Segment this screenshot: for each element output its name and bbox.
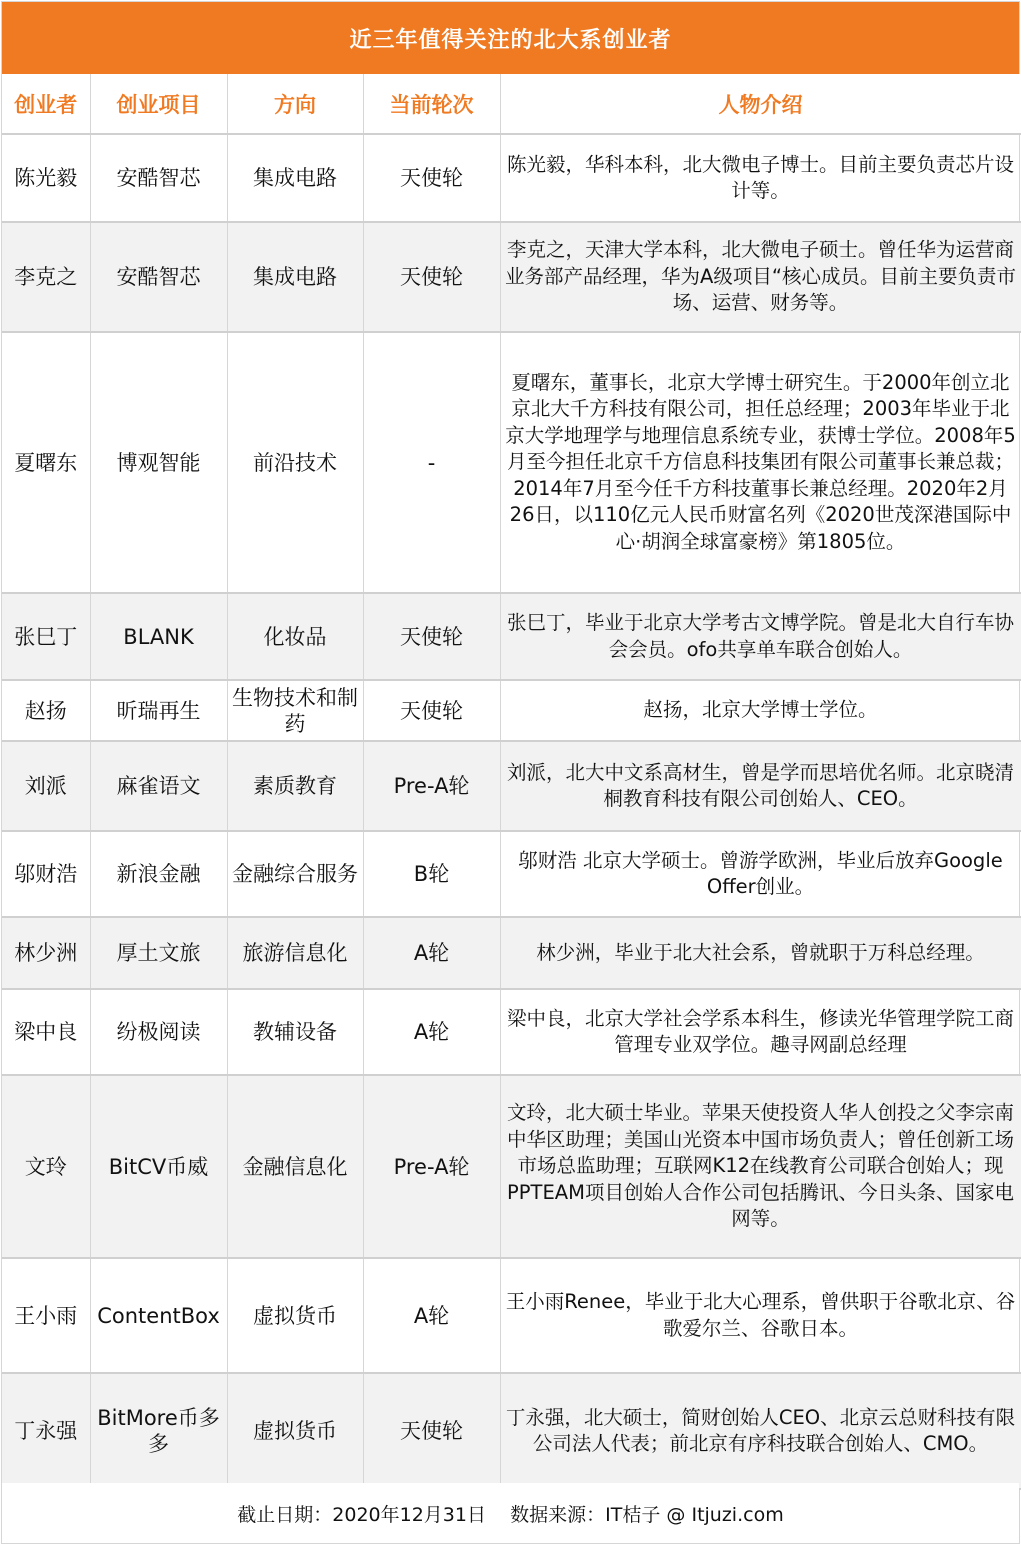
header-project: 创业项目: [90, 74, 227, 134]
cell-project: 麻雀语文: [90, 741, 227, 831]
table-row: [2, 593, 1021, 680]
table-row: [2, 1258, 1021, 1373]
cell-field: 虚拟货币: [227, 1373, 363, 1489]
cell-round: Pre-A轮: [363, 1075, 500, 1258]
cell-founder: 李克之: [2, 222, 90, 332]
header-founder: 创业者: [2, 74, 90, 134]
footer-note: [2, 1483, 1019, 1543]
cell-field: 前沿技术: [227, 332, 363, 593]
footer-date: 截止日期：2020年12月31日: [237, 1503, 486, 1526]
cell-intro: 邬财浩 北京大学硕士。曾游学欧洲，毕业后放弃Google Offer创业。: [500, 831, 1021, 917]
cell-intro: 刘派，北大中文系高材生，曾是学而思培优名师。北京晓清桐教育科技有限公司创始人、CEO。: [500, 741, 1021, 831]
table-row: [2, 680, 1021, 741]
header-row: [2, 74, 1021, 134]
cell-project: 安酷智芯: [90, 222, 227, 332]
cell-project: 昕瑞再生: [90, 680, 227, 741]
cell-founder: 丁永强: [2, 1373, 90, 1489]
cell-field: 虚拟货币: [227, 1258, 363, 1373]
founders-table: [2, 74, 1021, 1490]
table-row: [2, 917, 1021, 989]
cell-field: 集成电路: [227, 134, 363, 222]
cell-founder: 文玲: [2, 1075, 90, 1258]
cell-intro: 陈光毅，华科本科，北大微电子博士。目前主要负责芯片设计等。: [500, 134, 1021, 222]
cell-intro: 张巳丁，毕业于北京大学考古文博学院。曾是北大自行车协会会员。ofo共享单车联合创始人。: [500, 593, 1021, 680]
cell-round: 天使轮: [363, 680, 500, 741]
cell-founder: 林少洲: [2, 917, 90, 989]
cell-round: 天使轮: [363, 134, 500, 222]
table-title: 近三年值得关注的北大系创业者: [2, 2, 1019, 74]
cell-round: -: [363, 332, 500, 593]
cell-round: 天使轮: [363, 593, 500, 680]
table-body: [2, 134, 1021, 1489]
cell-project: ContentBox: [90, 1258, 227, 1373]
footer-source: 数据来源：IT桔子 @ Itjuzi.com: [510, 1503, 784, 1526]
cell-project: BitMore币多多: [90, 1373, 227, 1489]
cell-round: 天使轮: [363, 222, 500, 332]
cell-project: 纷极阅读: [90, 989, 227, 1075]
table-row: [2, 134, 1021, 222]
cell-project: BitCV币威: [90, 1075, 227, 1258]
cell-field: 集成电路: [227, 222, 363, 332]
cell-project: 安酷智芯: [90, 134, 227, 222]
cell-field: 教辅设备: [227, 989, 363, 1075]
cell-round: 天使轮: [363, 1373, 500, 1489]
cell-field: 金融信息化: [227, 1075, 363, 1258]
cell-field: 素质教育: [227, 741, 363, 831]
cell-founder: 刘派: [2, 741, 90, 831]
cell-project: 博观智能: [90, 332, 227, 593]
cell-field: 生物技术和制药: [227, 680, 363, 741]
table-row: [2, 1373, 1021, 1489]
cell-intro: 林少洲，毕业于北大社会系，曾就职于万科总经理。: [500, 917, 1021, 989]
cell-field: 金融综合服务: [227, 831, 363, 917]
cell-project: 新浪金融: [90, 831, 227, 917]
cell-round: A轮: [363, 1258, 500, 1373]
cell-intro: 丁永强，北大硕士，简财创始人CEO、北京云总财科技有限公司法人代表；前北京有序科技联合创始人、CMO。: [500, 1373, 1021, 1489]
cell-intro: 王小雨Renee，毕业于北大心理系，曾供职于谷歌北京、谷歌爱尔兰、谷歌日本。: [500, 1258, 1021, 1373]
table-row: [2, 831, 1021, 917]
cell-founder: 王小雨: [2, 1258, 90, 1373]
cell-intro: 文玲，北大硕士毕业。苹果天使投资人华人创投之父李宗南中华区助理；美国山光资本中国市场负责人；曾任创新工场市场总监助理；互联网K12在线教育公司联合创始人；现PPTEAM项目创始人合作公司包括腾讯、今日头条、国家电网等。: [500, 1075, 1021, 1258]
cell-round: A轮: [363, 989, 500, 1075]
cell-intro: 夏曙东，董事长，北京大学博士研究生。于2000年创立北京北大千方科技有限公司，担任总经理；2003年毕业于北京大学地理学与地理信息系统专业，获博士学位。2008年5月至今担任北京千方信息科技集团有限公司董事长兼总裁；2014年7月至今任千方科技董事长兼总经理。2020年2月26日，以110亿元人民币财富名列《2020世茂深港国际中心·胡润全球富豪榜》第1805位。: [500, 332, 1021, 593]
cell-founder: 邬财浩: [2, 831, 90, 917]
cell-round: Pre-A轮: [363, 741, 500, 831]
cell-founder: 夏曙东: [2, 332, 90, 593]
cell-project: BLANK: [90, 593, 227, 680]
cell-founder: 梁中良: [2, 989, 90, 1075]
header-field: 方向: [227, 74, 363, 134]
cell-field: 化妆品: [227, 593, 363, 680]
header-intro: 人物介绍: [500, 74, 1021, 134]
table-row: [2, 1075, 1021, 1258]
cell-project: 厚土文旅: [90, 917, 227, 989]
table-row: [2, 222, 1021, 332]
cell-intro: 梁中良，北京大学社会学系本科生，修读光华管理学院工商管理专业双学位。趣寻网副总经理: [500, 989, 1021, 1075]
cell-intro: 李克之，天津大学本科，北大微电子硕士。曾任华为运营商业务部产品经理，华为A级项目“核心成员。目前主要负责市场、运营、财务等。: [500, 222, 1021, 332]
header-round: 当前轮次: [363, 74, 500, 134]
cell-field: 旅游信息化: [227, 917, 363, 989]
data-table-sheet: [1, 1, 1020, 1544]
cell-round: B轮: [363, 831, 500, 917]
table-row: [2, 332, 1021, 593]
table-row: [2, 741, 1021, 831]
cell-intro: 赵扬，北京大学博士学位。: [500, 680, 1021, 741]
cell-founder: 陈光毅: [2, 134, 90, 222]
cell-round: A轮: [363, 917, 500, 989]
table-row: [2, 989, 1021, 1075]
cell-founder: 赵扬: [2, 680, 90, 741]
cell-founder: 张巳丁: [2, 593, 90, 680]
